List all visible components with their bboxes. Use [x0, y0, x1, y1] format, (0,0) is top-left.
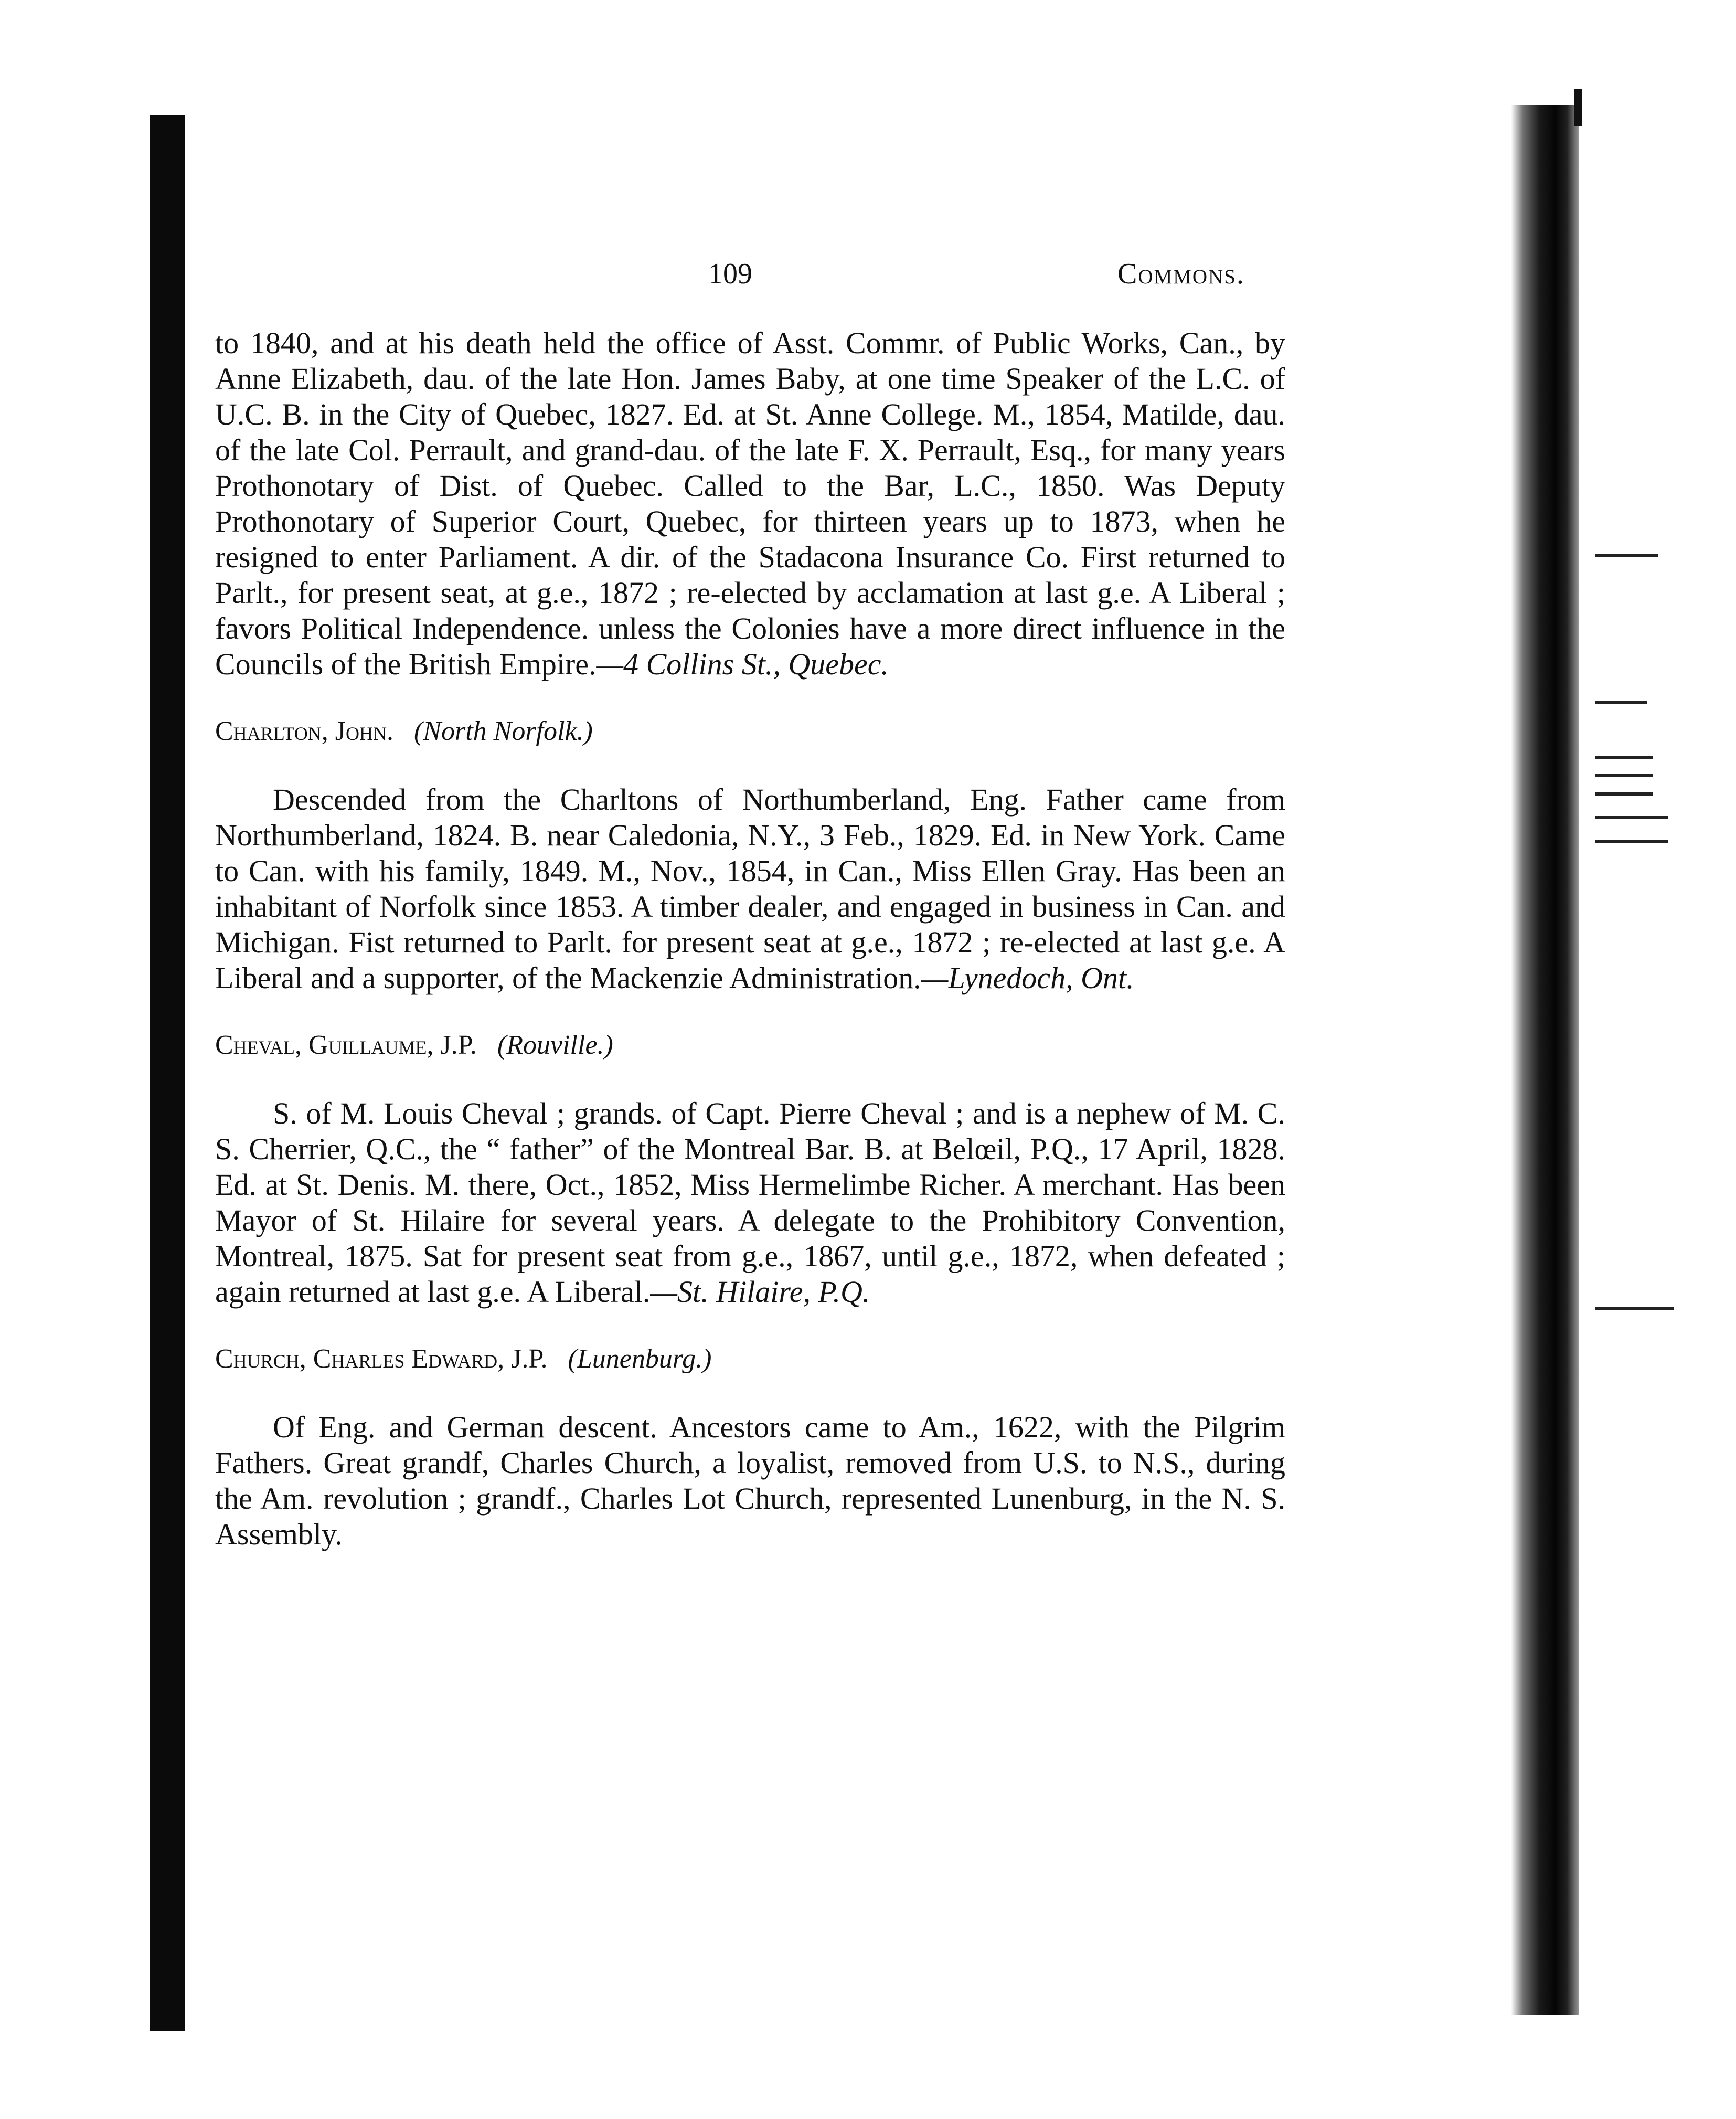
entry-body [215, 1410, 1285, 1552]
continued-entry-address: —4 Collins St., Quebec. [596, 647, 889, 681]
scan-edge-shadow [1511, 105, 1579, 2015]
margin-rule [1595, 816, 1668, 819]
margin-rule [1595, 774, 1653, 777]
entry-riding: (Rouville.) [497, 1030, 613, 1060]
margin-rule [1595, 840, 1668, 843]
margin-rule [1595, 756, 1653, 759]
running-head: Commons. [1117, 258, 1245, 290]
page-body [215, 325, 1285, 1552]
page-header [0, 257, 1736, 294]
margin-rule [1595, 701, 1647, 704]
scan-edge-tab [1574, 89, 1582, 126]
entry-heading [215, 714, 1285, 749]
entry-text: S. of M. Louis Cheval ; grands. of Capt. Pierre Cheval ; and is a nephew of M. C. S. Cherrier, Q.C., the “ father” of the Montreal Bar. B. at Belœil, P.Q., 17 April, 1828. Ed. at St. Denis. M. there, Oct., 1852, Miss Hermelimbe Richer. A merchant. Has been Mayor of St. Hilaire for several years. A delegate to the Prohibitory Convention, Montreal, 1875. Sat for present seat from g.e., 1867, until g.e., 1872, when defeated ; again returned at last g.e. A Liberal. [215, 1096, 1285, 1309]
entry-text: Of Eng. and German descent. Ancestors came to Am., 1622, with the Pilgrim Fathers. Great grandf, Charles Church, a loyalist, removed from U.S. to N.S., during the Am. revolution ; grandf., Charles Lot Church, represented Lunenburg, in the N. S. Assembly. [215, 1410, 1285, 1551]
entry-name: Charlton, John. [215, 716, 393, 746]
entry-body [215, 782, 1285, 996]
entry-riding: (Lunenburg.) [568, 1344, 712, 1374]
continued-entry-text: to 1840, and at his death held the office of Asst. Commr. of Public Works, Can., by Anne Elizabeth, dau. of the late Hon. James Baby, at one time Speaker of the L.C. of U.C. B. in the City of Quebec, 1827. Ed. at St. Anne College. M., 1854, Matilde, dau. of the late Col. Perrault, and grand-dau. of the late F. X. Perrault, Esq., for many years Prothonotary of Dist. of Quebec. Called to the Bar, L.C., 1850. Was Deputy Prothonotary of Superior Court, Quebec, for thirteen years up to 1873, when he resigned to enter Parliament. A dir. of the Stadacona Insurance Co. First returned to Parlt., for present seat, at g.e., 1872 ; re-elected by acclamation at last g.e. A Liberal ; favors Political Independence. unless the Colonies have a more direct influence in the Councils of the British Empire. [215, 326, 1285, 681]
entry-name: Church, Charles Edward, J.P. [215, 1344, 548, 1374]
entry-address: —St. Hilaire, P.Q. [650, 1275, 870, 1309]
continued-entry [215, 325, 1285, 682]
entry-heading [215, 1341, 1285, 1377]
entry-body [215, 1096, 1285, 1310]
entry-address: —Lynedoch, Ont. [921, 961, 1134, 995]
entry-text: Descended from the Charltons of Northumberland, Eng. Father came from Northumberland, 1824. B. near Caledonia, N.Y., 3 Feb., 1829. Ed. in New York. Came to Can. with his family, 1849. M., Nov., 1854, in Can., Miss Ellen Gray. Has been an inhabitant of Norfolk since 1853. A timber dealer, and engaged in business in Can. and Michigan. Fist returned to Parlt. for present seat at g.e., 1872 ; re-elected at last g.e. A Liberal and a supporter, of the Mackenzie Administration. [215, 782, 1285, 995]
margin-rule [1595, 1307, 1674, 1310]
entry-heading [215, 1027, 1285, 1063]
entry-name: Cheval, Guillaume, J.P. [215, 1030, 477, 1060]
scan-binding-shadow [150, 115, 185, 2031]
page-number: 109 [708, 258, 752, 290]
entry-riding: (North Norfolk.) [413, 716, 593, 746]
margin-rule [1595, 554, 1658, 557]
margin-rule [1595, 792, 1653, 796]
